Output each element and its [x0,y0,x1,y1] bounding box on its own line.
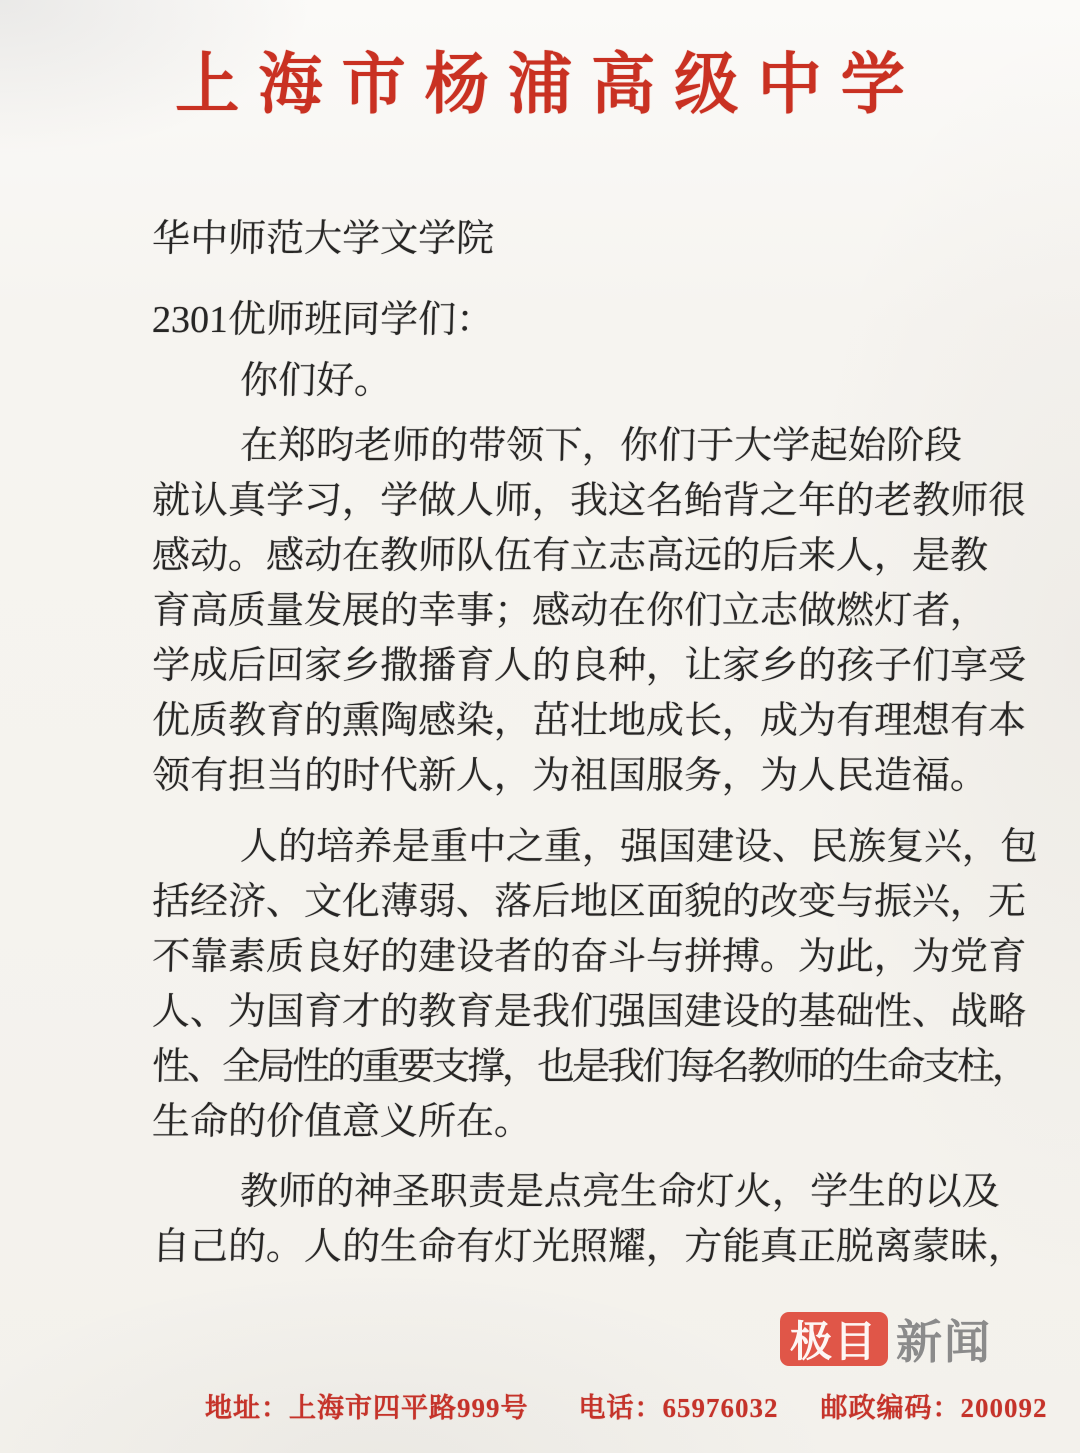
jimu-news-badge: 极目 [780,1312,888,1366]
footer-address: 地址：上海市四平路999号 [205,1393,529,1423]
greeting-line: 你们好。 [239,360,393,402]
letter-line: 人、为国育才的教育是我们强国建设的基础性、战略 [151,991,1027,1033]
school-name-title: 上海市杨浦高级中学 [175,47,924,122]
footer-postal-code: 邮政编码：200092 [820,1393,1048,1423]
letter-line: 教师的神圣职责是点亮生命灯火，学生的以及 [239,1171,1001,1213]
jimu-news-label: 新闻 [896,1316,992,1368]
letter-line: 育高质量发展的幸事；感动在你们立志做燃灯者， [151,590,989,632]
recipient-line: 华中师范大学文学院 [151,218,495,260]
recipient-class-line: 2301优师班同学们： [151,299,495,341]
school-letterhead [0,0,1080,126]
letter-line: 优质教育的熏陶感染，茁壮地成长，成为有理想有本 [151,700,1027,742]
letter-line: 学成后回家乡撒播育人的良种，让家乡的孩子们享受 [151,645,1027,687]
letter-line: 性、全局性的重要支撑，也是我们每名教师的生命支柱， [151,1046,1028,1088]
letter-line: 生命的价值意义所在。 [151,1101,533,1143]
letter-line: 在郑昀老师的带领下，你们于大学起始阶段 [239,425,963,467]
jimu-news-watermark [780,1312,992,1366]
letter-line: 就认真学习，学做人师，我这名鲐背之年的老教师很 [151,480,1027,522]
footer-phone: 电话：65976032 [578,1393,779,1423]
letter-line: 括经济、文化薄弱、落后地区面貌的改变与振兴，无 [151,881,1027,923]
letter-body [152,212,1040,1275]
letter-line: 感动。感动在教师队伍有立志高远的后来人，是教 [151,535,989,577]
letter-line: 领有担当的时代新人，为祖国服务，为人民造福。 [151,755,989,797]
letter-line: 人的培养是重中之重，强国建设、民族复兴，包 [239,826,1039,868]
letter-line: 自己的。人的生命有灯光照耀，方能真正脱离蒙昧， [151,1226,1027,1268]
footer-contact-line [205,1386,1048,1425]
letter-line: 不靠素质良好的建设者的奋斗与拼搏。为此，为党育 [151,936,1027,978]
